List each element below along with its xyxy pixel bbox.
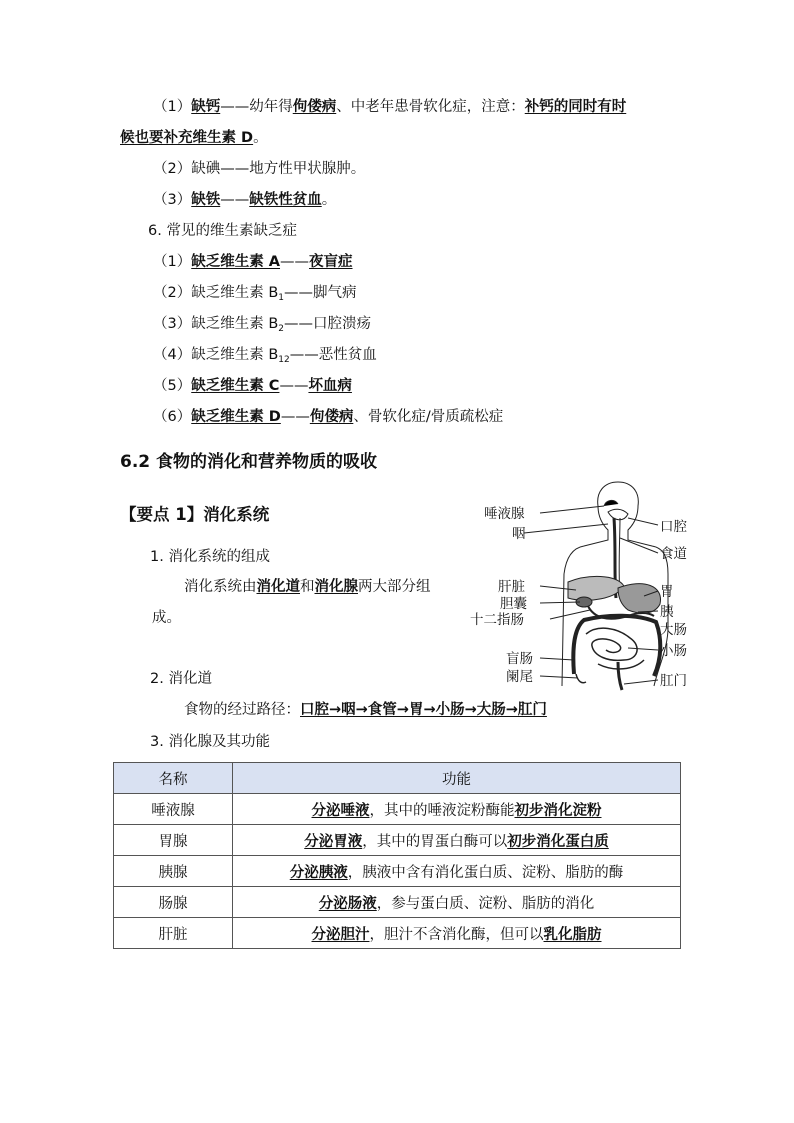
- secretion: 分泌肠液: [318, 895, 377, 912]
- disease-name: 脚气病: [313, 285, 357, 301]
- text: 两大部分组: [358, 579, 431, 595]
- gland-function: [233, 887, 681, 918]
- deficiency-name: 缺乏维生素 B: [191, 347, 279, 363]
- item-number: （4）: [153, 347, 192, 363]
- dash: ——: [284, 316, 314, 332]
- table-row: [114, 887, 681, 918]
- key-function: 乳化脂肪: [543, 926, 602, 943]
- label-gallbladder: 胆囊: [500, 596, 527, 612]
- label-duodenum: 十二指肠: [470, 612, 524, 628]
- table-row: [114, 918, 681, 949]
- food-path: [184, 700, 547, 720]
- text: 、骨软化症/骨质疏松症: [353, 409, 504, 425]
- secretion: 分泌胃液: [304, 833, 363, 850]
- gland-function: [233, 918, 681, 949]
- text: 缺碘——地方性甲状腺肿。: [191, 161, 366, 177]
- item-number: （3）: [153, 316, 192, 332]
- vitamin-item-b12: [153, 345, 377, 365]
- key-point-title: 【要点 1】消化系统: [120, 505, 270, 524]
- item-number: （2）: [153, 161, 192, 177]
- table-row: [114, 856, 681, 887]
- label-appendix: 阑尾: [506, 669, 533, 685]
- text: ，其中的唾液淀粉酶能: [369, 802, 515, 819]
- text: ，其中的胃蛋白酶可以: [362, 833, 508, 850]
- label-pharynx: 咽: [512, 526, 526, 542]
- vitamin-item-b2: [153, 314, 371, 334]
- vitamin-item-c: [153, 376, 352, 396]
- gland-name: 肠腺: [114, 887, 233, 918]
- mineral-item-iron: [153, 190, 336, 210]
- section-title: 6.2 食物的消化和营养物质的吸收: [120, 452, 378, 472]
- mineral-item-calcium: [153, 97, 626, 117]
- mineral-item-iodine: [153, 159, 365, 179]
- text: 消化系统由: [184, 579, 257, 595]
- deficiency-name: 缺乏维生素 A: [191, 254, 281, 270]
- key-function: 初步消化淀粉: [514, 802, 602, 819]
- subscript: 12: [278, 355, 290, 365]
- disease-name: 坏血病: [308, 378, 352, 394]
- deficiency-name: 缺乏维生素 B: [191, 285, 279, 301]
- secretion: 分泌唾液: [311, 802, 370, 819]
- deficiency-name: 缺钙: [191, 99, 221, 115]
- text: 。: [253, 130, 268, 146]
- label-mouth: 口腔: [660, 519, 687, 535]
- vitamin-item-a: [153, 252, 353, 272]
- subscript: 2: [278, 324, 285, 334]
- text: ，胰液中含有消化蛋白质、淀粉、脂肪的酶: [347, 864, 624, 881]
- path-label: 食物的经过路径：: [184, 702, 300, 718]
- note: 候也要补充维生素 D: [120, 130, 254, 146]
- digestive-glands-table: [113, 762, 681, 949]
- disease-name: 缺铁性贫血: [249, 192, 322, 208]
- note: 补钙的同时有时: [524, 99, 627, 115]
- table-row: [114, 825, 681, 856]
- gland-name: 胰腺: [114, 856, 233, 887]
- label-esophagus: 食道: [660, 546, 687, 562]
- label-liver: 肝脏: [498, 579, 525, 595]
- dash: ——: [284, 285, 314, 301]
- disease-name: 恶性贫血: [318, 347, 377, 363]
- deficiency-name: 缺乏维生素 C: [191, 378, 280, 394]
- label-pancreas: 胰: [660, 604, 674, 620]
- mineral-item-calcium-cont: [120, 128, 268, 148]
- label-small-intestine: 小肠: [660, 643, 687, 659]
- dash: ——: [220, 99, 250, 115]
- secretion: 分泌胰液: [289, 864, 348, 881]
- text: ，参与蛋白质、淀粉、脂肪的消化: [376, 895, 595, 912]
- vitamin-item-d: [153, 407, 503, 427]
- subscript: 1: [278, 293, 285, 303]
- gland-function: [233, 825, 681, 856]
- item-number: （6）: [153, 409, 192, 425]
- secretion: 分泌胆汁: [311, 926, 370, 943]
- subheading-digestive-tract: 2. 消化道: [150, 671, 212, 687]
- item-number: （3）: [153, 192, 192, 208]
- table-row: [114, 794, 681, 825]
- deficiency-name: 缺乏维生素 B: [191, 316, 279, 332]
- item-number: （5）: [153, 378, 192, 394]
- term-digestive-tract: 消化道: [256, 579, 300, 595]
- item-number: （2）: [153, 285, 192, 301]
- label-salivary-gland: 唾液腺: [484, 506, 525, 522]
- path-sequence: 口腔→咽→食管→胃→小肠→大肠→肛门: [300, 702, 547, 718]
- subheading-composition: 1. 消化系统的组成: [150, 549, 270, 565]
- text: 幼年得: [249, 99, 293, 115]
- deficiency-name: 缺乏维生素 D: [191, 409, 281, 425]
- column-header-name: 名称: [114, 763, 233, 794]
- disease-name: 夜盲症: [309, 254, 353, 270]
- text: ，胆汁不含消化酶，但可以: [369, 926, 544, 943]
- item-number: （1）: [153, 99, 192, 115]
- dash: ——: [280, 409, 310, 425]
- dash: ——: [280, 254, 310, 270]
- text: 、中老年患骨软化症，注意：: [336, 99, 525, 115]
- label-anus: 肛门: [660, 673, 687, 689]
- composition-text: [184, 577, 431, 597]
- label-stomach: 胃: [660, 584, 674, 600]
- deficiency-name: 缺铁: [191, 192, 221, 208]
- label-large-intestine: 大肠: [660, 622, 687, 638]
- vitamin-section-title: 6. 常见的维生素缺乏症: [148, 223, 297, 239]
- dash: ——: [279, 378, 309, 394]
- key-function: 初步消化蛋白质: [507, 833, 609, 850]
- dash: ——: [220, 192, 250, 208]
- disease-name: 佝偻病: [309, 409, 354, 425]
- text: 和: [300, 579, 315, 595]
- gland-name: 肝脏: [114, 918, 233, 949]
- disease-name: 口腔溃疡: [313, 316, 372, 332]
- disease-name: 佝偻病: [292, 99, 337, 115]
- gland-function: [233, 856, 681, 887]
- subheading-digestive-glands: 3. 消化腺及其功能: [150, 734, 270, 750]
- gland-name: 唾液腺: [114, 794, 233, 825]
- column-header-function: 功能: [233, 763, 681, 794]
- gland-function: [233, 794, 681, 825]
- composition-text-cont: 成。: [152, 610, 181, 626]
- item-number: （1）: [153, 254, 192, 270]
- gland-name: 胃腺: [114, 825, 233, 856]
- label-cecum: 盲肠: [506, 651, 533, 667]
- term-digestive-glands: 消化腺: [314, 579, 358, 595]
- table-header-row: [114, 763, 681, 794]
- text: 。: [321, 192, 337, 208]
- dash: ——: [289, 347, 319, 363]
- digestive-system-diagram: [468, 478, 700, 694]
- vitamin-item-b1: [153, 283, 357, 303]
